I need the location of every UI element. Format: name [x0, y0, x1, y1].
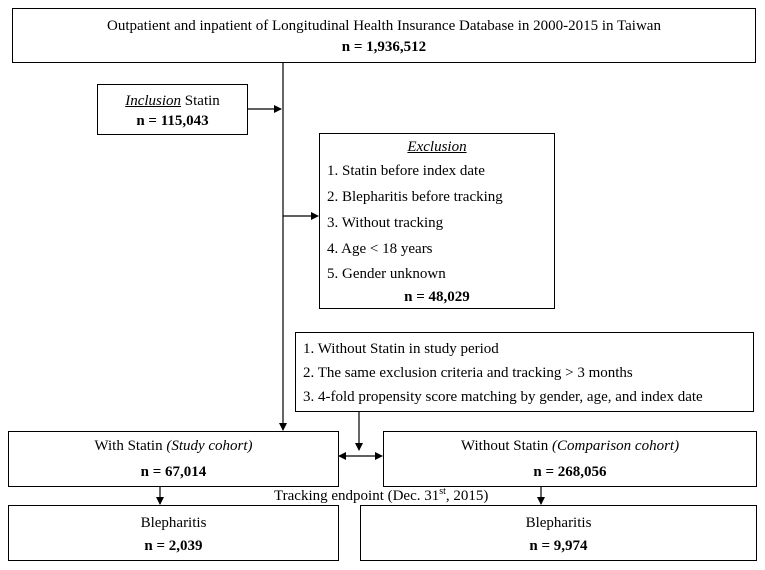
comparison-outcome-n: n = 9,974	[529, 538, 588, 554]
comparison-outcome-box	[360, 505, 757, 561]
exclusion-n: n = 48,029	[404, 289, 470, 305]
source-database-n: n = 1,936,512	[341, 39, 427, 55]
matching-item: 2. The same exclusion criteria and tracking > 3 months	[303, 365, 633, 381]
exclusion-title: Exclusion	[407, 139, 467, 155]
inclusion-box	[97, 84, 248, 135]
study-cohort-box	[8, 431, 339, 487]
source-database-box	[12, 8, 756, 63]
exclusion-item: 5. Gender unknown	[327, 266, 446, 282]
study-cohort-n: n = 67,014	[140, 464, 207, 480]
source-database-title: Outpatient and inpatient of Longitudinal Health Insurance Database in 2000-2015 in Taiwan	[107, 18, 661, 34]
comparison-cohort-label: Without Statin (Comparison cohort)	[460, 438, 680, 454]
comparison-outcome-label: Blepharitis	[525, 515, 592, 531]
matching-item: 3. 4-fold propensity score matching by gender, age, and index date	[303, 389, 703, 405]
study-outcome-label: Blepharitis	[140, 515, 207, 531]
matching-item: 1. Without Statin in study period	[303, 341, 499, 357]
matching-criteria-box	[295, 332, 754, 412]
comparison-cohort-n: n = 268,056	[533, 464, 607, 480]
exclusion-item: 1. Statin before index date	[327, 163, 485, 179]
study-cohort-label: With Statin (Study cohort)	[94, 438, 253, 454]
tracking-endpoint-label: Tracking endpoint (Dec. 31st, 2015)	[274, 486, 489, 504]
exclusion-item: 3. Without tracking	[327, 215, 444, 231]
study-outcome-box	[8, 505, 339, 561]
exclusion-item: 4. Age < 18 years	[327, 241, 433, 257]
study-outcome-n: n = 2,039	[144, 538, 203, 554]
exclusion-box	[319, 133, 555, 309]
exclusion-item: 2. Blepharitis before tracking	[327, 189, 503, 205]
comparison-cohort-box	[383, 431, 757, 487]
inclusion-n: n = 115,043	[136, 113, 209, 129]
inclusion-label: Inclusion Statin	[125, 93, 220, 109]
